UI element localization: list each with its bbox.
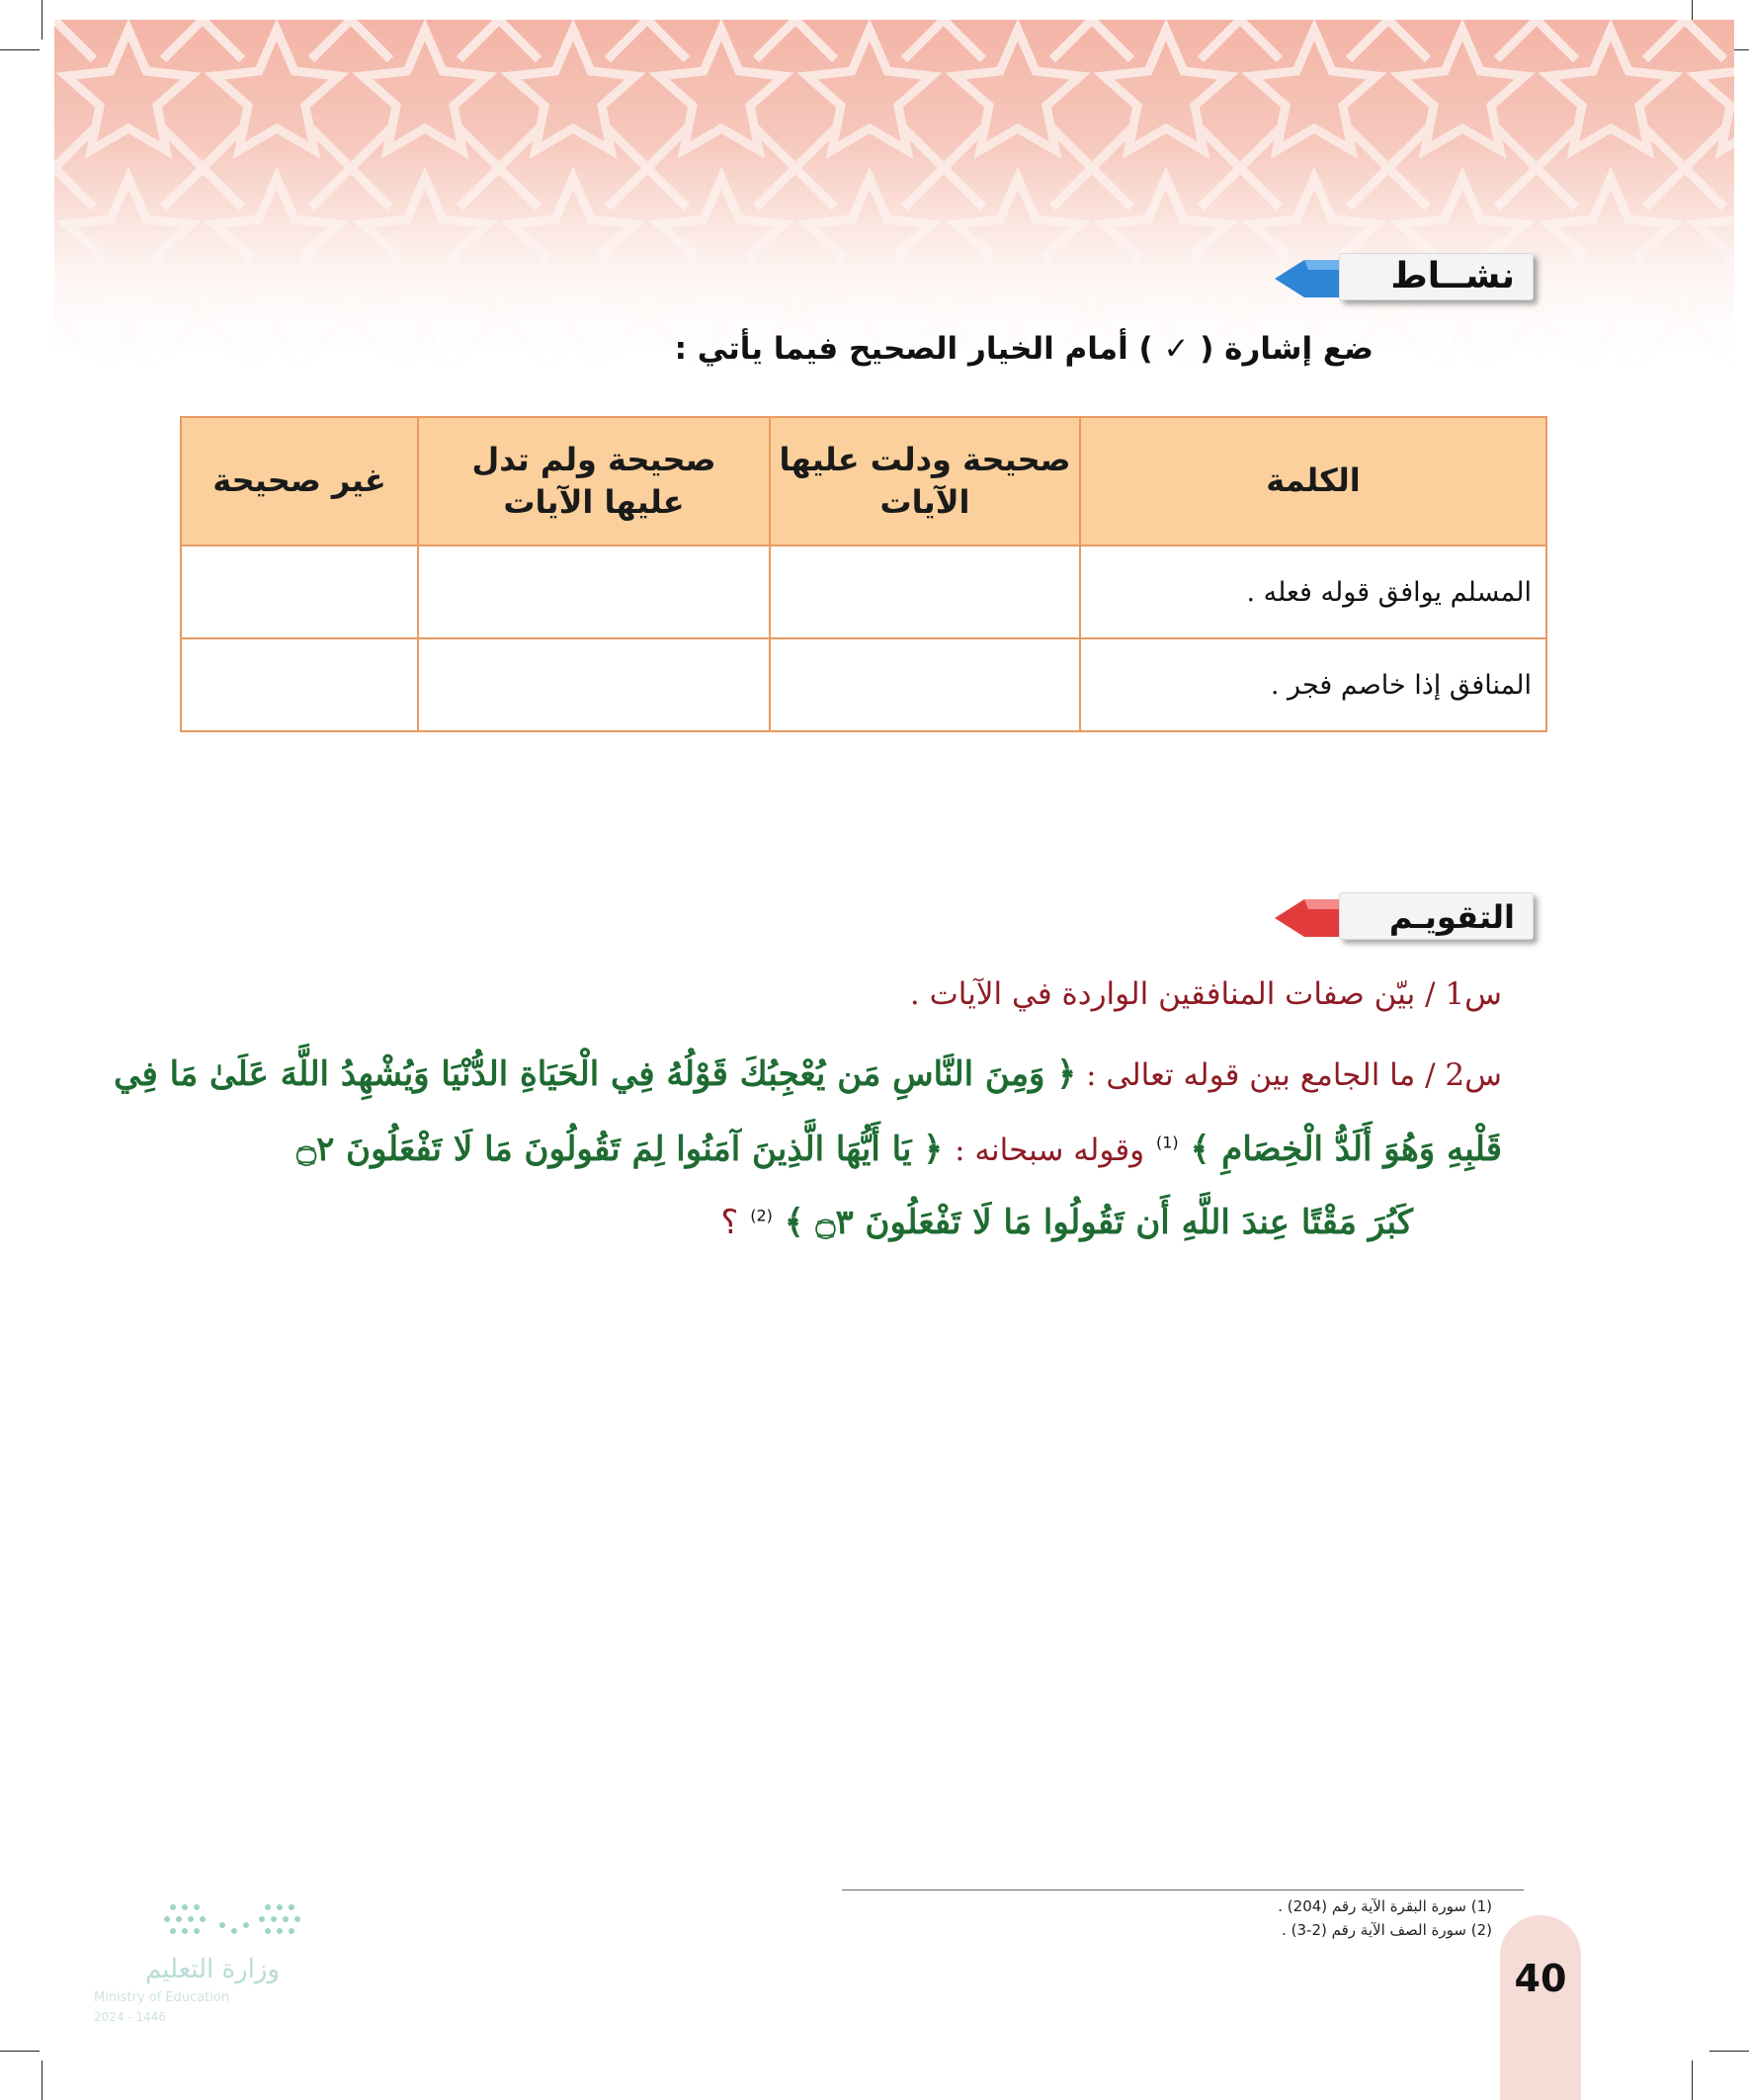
connector-text: وقوله سبحانه : (955, 1133, 1145, 1168)
question-1-text: بيّن صفات المنافقين الواردة في الآيات . (909, 976, 1416, 1012)
footnote-1: (1) سورة البقرة الآية رقم (204) . (1278, 1897, 1492, 1915)
answer-cell[interactable] (770, 546, 1080, 638)
question-1 (910, 976, 1502, 1012)
crop-mark (0, 2051, 40, 2052)
row-statement: المنافق إذا خاصم فجر . (1080, 638, 1546, 731)
ayah-2-line-2: كَبُرَ مَقْتًا عِندَ اللَّهِ أَن تَقُولُوا مَا لَا تَفْعَلُونَ ۝٣ ﴾ (784, 1203, 1413, 1242)
logo-year: 2024 - 1446 (94, 2010, 167, 2024)
answer-cell[interactable] (418, 546, 770, 638)
answer-cell[interactable] (418, 638, 770, 731)
question-2-line-2 (296, 1129, 1502, 1169)
ayah-1-line-2: قَلْبِهِ وَهُوَ أَلَدُّ الْخِصَامِ ﴾ (1190, 1130, 1502, 1169)
table-header-row (181, 417, 1546, 546)
question-2 (114, 1053, 1502, 1094)
footnote-2: (2) سورة الصف الآية رقم (2-3) . (1282, 1921, 1492, 1939)
activity-tag-label: نشــاط (1390, 256, 1515, 296)
ayah-2-line-1: ﴿ يَا أَيُّهَا الَّذِينَ آمَنُوا لِمَ تَقُولُونَ مَا لَا تَفْعَلُونَ ۝٢ (296, 1130, 944, 1169)
activity-instruction: ضع إشارة ( ✓ ) أمام الخيار الصحيح فيما يأتي : (674, 331, 1374, 367)
logo-arabic: وزارة التعليم (144, 1955, 281, 1984)
question-mark: ؟ (720, 1203, 739, 1242)
crop-mark (1692, 2060, 1693, 2100)
ministry-dots-icon (94, 1897, 331, 1952)
footnote-ref-1: (1) (1155, 1133, 1179, 1152)
question-2-number: س2 / (1425, 1057, 1502, 1093)
row-statement: المسلم يوافق قوله فعله . (1080, 546, 1546, 638)
answer-cell[interactable] (181, 638, 418, 731)
page-number-tab (1500, 1915, 1581, 2100)
activity-tag-box (1339, 253, 1534, 300)
header-correct-not-indicated: صحيحة ولم تدل عليها الآيات (418, 417, 770, 546)
evaluation-tag-box (1339, 892, 1534, 940)
logo-english: Ministry of Education (94, 1990, 230, 2005)
page-number: 40 (1514, 1957, 1567, 2000)
evaluation-section-tag (1275, 892, 1534, 944)
answer-cell[interactable] (181, 546, 418, 638)
question-1-number: س1 / (1425, 976, 1502, 1012)
crop-mark (1709, 2051, 1749, 2052)
header-incorrect: غير صحيحة (181, 417, 418, 546)
header-word: الكلمة (1080, 417, 1546, 546)
table-row (181, 546, 1546, 638)
footnote-ref-2: (2) (750, 1206, 773, 1225)
evaluation-tag-label: التقويـم (1388, 898, 1515, 936)
crop-mark (0, 49, 40, 50)
table-row (181, 638, 1546, 731)
question-2-text: ما الجامع بين قوله تعالى : (1086, 1057, 1416, 1093)
activity-section-tag (1275, 253, 1534, 304)
header-correct-indicated: صحيحة ودلت عليها الآيات (770, 417, 1080, 546)
ministry-logo (94, 1897, 331, 2036)
ayah-1-line-1: ﴿ وَمِنَ النَّاسِ مَن يُعْجِبُكَ قَوْلُهُ فِي الْحَيَاةِ الدُّنْيَا وَيُشْهِدُ اللَّهَ عَلَىٰ مَا فِي (114, 1054, 1077, 1094)
answer-cell[interactable] (770, 638, 1080, 731)
decorative-banner (54, 20, 1734, 371)
activity-table (180, 416, 1547, 732)
question-2-line-3 (720, 1202, 1413, 1242)
